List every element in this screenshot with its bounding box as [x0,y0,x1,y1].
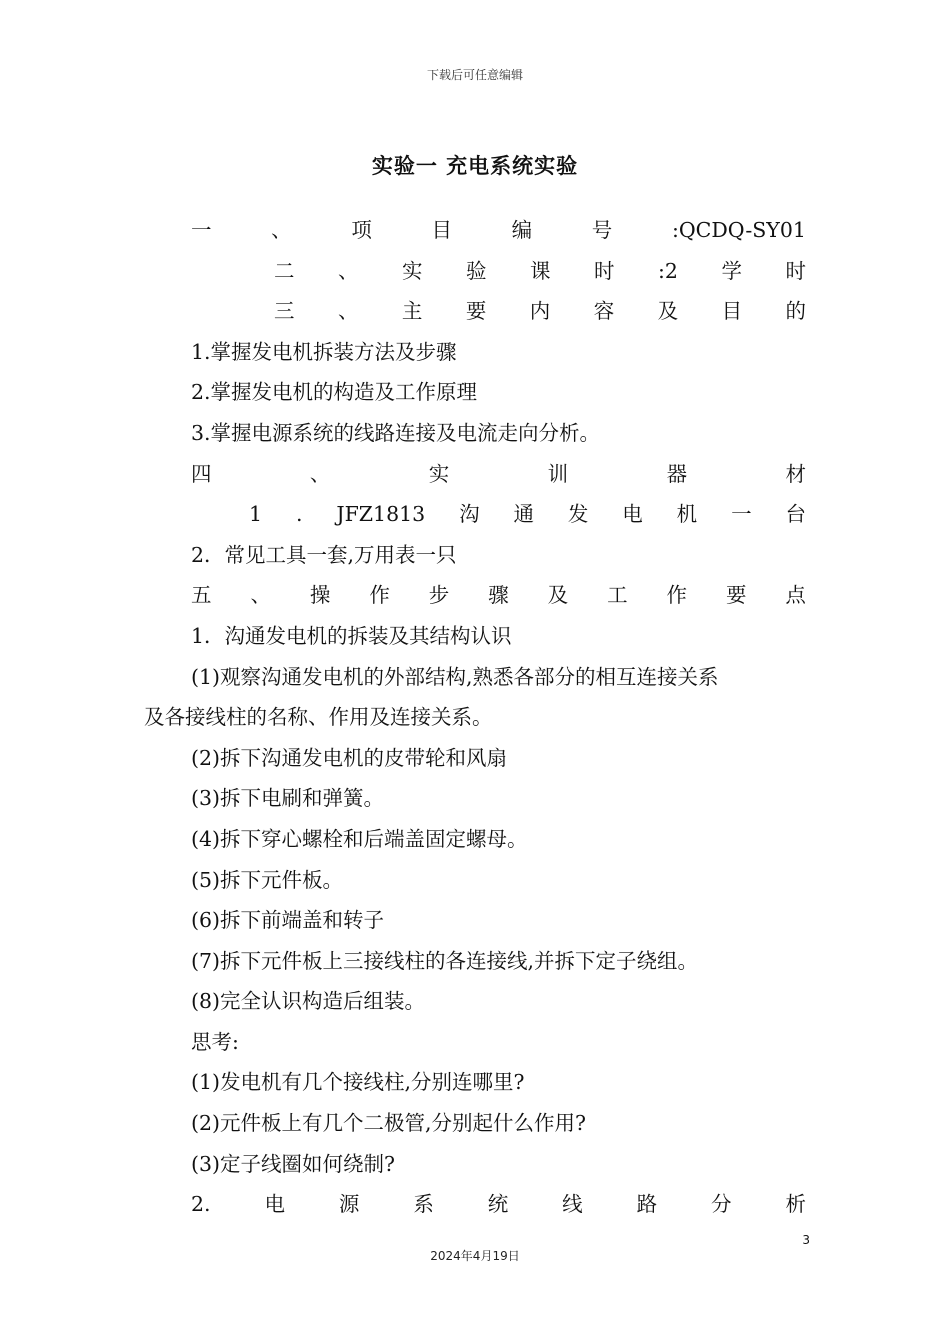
step-2-title-line: 2. 电 源 系 统 线 路 分 析 [191,1192,806,1217]
step-item: (8)完全认识构造后组装。 [191,989,426,1014]
equipment-item-2: 2．常见工具一套,万用表一只 [191,542,457,567]
think-item: (2)元件板上有几个二极管,分别起什么作用? [191,1111,587,1136]
step-item-continuation: 及各接线柱的名称、作用及连接关系。 [144,705,493,730]
equipment-item-1-line: 1 . JFZ1813 沟 通 发 电 机 一 台 [249,502,806,527]
step-1-title: 1．沟通发电机的拆装及其结构认识 [191,623,512,648]
step-item: (3)拆下电刷和弹簧。 [191,786,385,811]
think-item: (1)发电机有几个接线柱,分别连哪里? [191,1070,525,1095]
step-item: (1)观察沟通发电机的外部结构,熟悉各部分的相互连接关系 [191,664,719,689]
project-number-line: 一 、 项 目 编 号 :QCDQ-SY01 [191,218,806,242]
document-title: 实验一 充电系统实验 [371,153,579,178]
objective-item: 1.掌握发电机拆装方法及步骤 [191,339,457,364]
step-item: (4)拆下穿心螺栓和后端盖固定螺母。 [191,826,528,851]
step-item: (6)拆下前端盖和转子 [191,908,385,933]
equipment-heading-line: 四 、 实 训 器 材 [191,461,806,486]
think-label: 思考: [191,1029,239,1054]
page-header: 下载后可任意编辑 [426,68,523,82]
content-heading-line: 三 、 主 要 内 容 及 目 的 [274,299,806,324]
steps-heading-line: 五 、 操 作 步 骤 及 工 作 要 点 [191,583,806,608]
step-item: (5)拆下元件板。 [191,867,344,892]
hours-line: 二 、 实 验 课 时 :2 学 时 [274,258,806,283]
think-item: (3)定子线圈如何绕制? [191,1151,396,1176]
objective-item: 2.掌握发电机的构造及工作原理 [191,380,478,405]
objective-item: 3.掌握电源系统的线路连接及电流走向分析。 [191,420,601,445]
page-number: 3 [802,1233,810,1247]
page-footer-date: 2024年4月19日 [430,1249,520,1263]
step-item: (7)拆下元件板上三接线柱的各连接线,并拆下定子绕组。 [191,948,699,973]
step-item: (2)拆下沟通发电机的皮带轮和风扇 [191,745,508,770]
document-body [144,210,806,1225]
